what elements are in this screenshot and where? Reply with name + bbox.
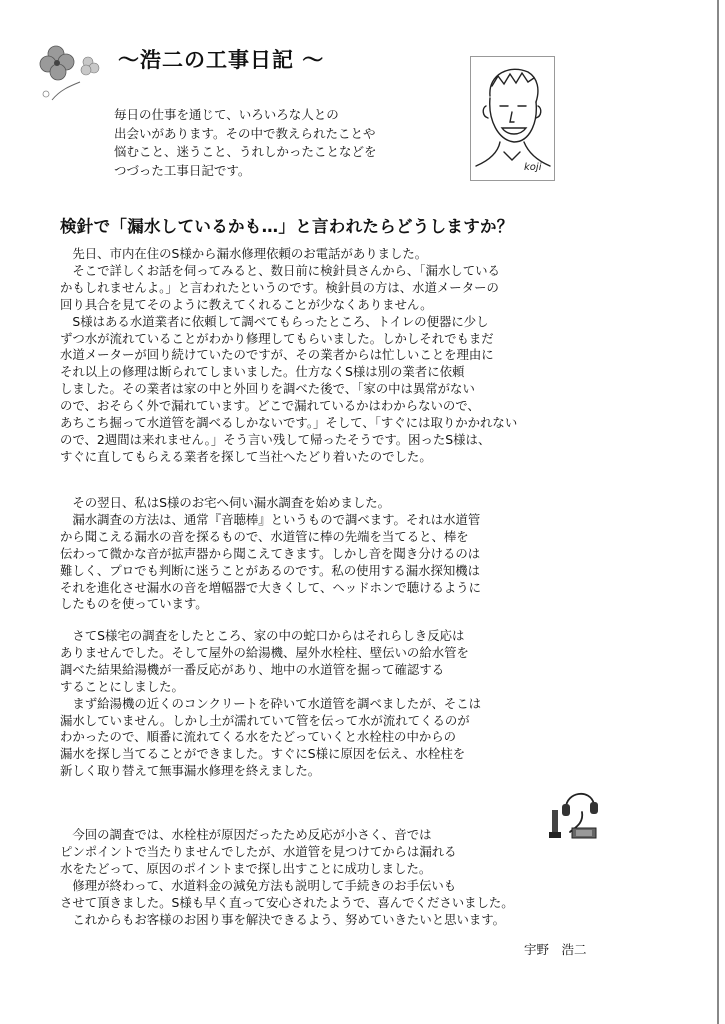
- text-line: そこで詳しくお話を伺ってみると、数日前に検針員さんから、「漏水している: [60, 262, 500, 278]
- text-line: 漏水を探し当てることができました。すぐにS様に原因を伝え、水栓柱を: [60, 746, 466, 762]
- text-line: 漏水調査の方法は、通常『音聴棒』というもので調べます。それは水道管: [60, 511, 481, 527]
- text-line: 漏水していません。しかし土が濡れていて管を伝って水が流れてくるのが: [60, 712, 470, 728]
- text-line: これからもお客様のお困り事を解決できるよう、努めていきたいと思います。: [60, 911, 506, 927]
- paragraph-3: [60, 628, 560, 780]
- text-line: ずつ水が流れていることがわかり修理してもらいました。しかしそれでもまだ: [60, 330, 494, 346]
- text-line: したものを使っています。: [60, 596, 208, 612]
- intro-line: つづった工事日記です。: [114, 162, 251, 178]
- intro-line: 出会いがあります。その中で教えられたことや: [114, 125, 376, 141]
- text-line: ありませんでした。そして屋外の給湯機、屋外水栓柱、壁伝いの給水管を: [60, 644, 469, 660]
- article-heading: 検針で「漏水しているかも…」と言われたらどうしますか？: [60, 217, 514, 236]
- text-line: 伝わって微かな音が拡声器から聞こえてきます。しかし音を聞き分けるのは: [60, 545, 481, 561]
- text-line: 水道メーターが回り続けていたのですが、その業者からは忙しいことを理由に: [60, 347, 494, 363]
- portrait-sketch: [470, 56, 555, 181]
- text-line: その翌日、私はS様のお宅へ伺い漏水調査を始めました。: [60, 495, 391, 510]
- intro-line: 悩むこと、迷うこと、うれしかったことなどを: [114, 144, 377, 159]
- text-line: 調べた結果給湯機が一番反応があり、地中の水道管を掘って確認する: [60, 661, 445, 677]
- paragraph-1: [60, 246, 560, 466]
- text-line: することにしました。: [60, 678, 184, 694]
- text-line: それ以上の修理は断られてしまいました。仕方なくS様は別の業者に依頼: [60, 364, 465, 380]
- text-line: それを進化させ漏水の音を増幅器で大きくして、ヘッドホンで聴けるように: [60, 579, 482, 595]
- text-line: わかったので、順番に流れてくる水をたどっていくと水栓柱の中からの: [60, 729, 457, 745]
- text-line: 新しく取り替えて無事漏水修理を終えました。: [60, 763, 321, 779]
- text-line: 先日、市内在住のS様から漏水修理依頼のお電話がありました。: [60, 246, 428, 261]
- text-line: 回り具合を見てそのように教えてくれることが少なくありません。: [60, 296, 433, 312]
- text-line: ピンポイントで当たりませんでしたが、水道管を見つけてからは漏れる: [60, 843, 457, 859]
- text-line: 修理が終わって、水道料金の減免方法も説明して手続きのお手伝いも: [60, 877, 457, 893]
- page-edge-line: [717, 0, 719, 1024]
- text-line: S様はある水道業者に依頼して調べてもらったところ、トイレの便器に少し: [60, 313, 489, 329]
- intro-text: [114, 106, 454, 180]
- intro-line: 毎日の仕事を通じて、いろいろな人との: [114, 107, 339, 122]
- paragraph-4: [60, 827, 560, 928]
- clover-icon: [30, 38, 110, 108]
- paragraph-2: [60, 495, 560, 613]
- text-line: から聞こえる漏水の音を探るもので、水道管に棒の先端を当てると、棒を: [60, 528, 469, 544]
- column-title: ～浩二の工事日記 ～: [118, 48, 325, 72]
- author-signature: 宇野 浩二: [524, 942, 587, 957]
- text-line: 難しく、プロでも判断に迷うことがあるのです。私の使用する漏水探知機は: [60, 562, 481, 578]
- text-line: かもしれませんよ。」と言われたというのです。検針員の方は、水道メーターの: [60, 279, 499, 295]
- text-line: まず給湯機の近くのコンクリートを砕いて水道管を調べましたが、そこは: [60, 695, 482, 711]
- text-line: ので、2週間は来れません。」そう言い残して帰ったそうです。困ったS様は、: [60, 431, 491, 447]
- portrait-caption: koji: [524, 162, 542, 173]
- text-line: ので、おそらく外で漏れています。どこで漏れているかはわからないので、: [60, 398, 480, 414]
- text-line: あちこち掘って水道管を調べるしかないです。」そして、「すぐには取りかかれない: [60, 415, 518, 431]
- text-line: 今回の調査では、水栓柱が原因だったため反応が小さく、音では: [60, 827, 432, 842]
- text-line: 水をたどって、原因のポイントまで探し出すことに成功しました。: [60, 860, 432, 876]
- text-line: すぐに直してもらえる業者を探して当社へたどり着いたのでした。: [60, 448, 432, 464]
- text-line: さてS様宅の調査をしたところ、家の中の蛇口からはそれらしき反応は: [60, 628, 465, 643]
- text-line: しました。その業者は家の中と外回りを調べた後で、「家の中は異常がない: [60, 381, 475, 397]
- text-line: させて頂きました。S様も早く直って安心されたようで、喜んでくださいました。: [60, 894, 514, 910]
